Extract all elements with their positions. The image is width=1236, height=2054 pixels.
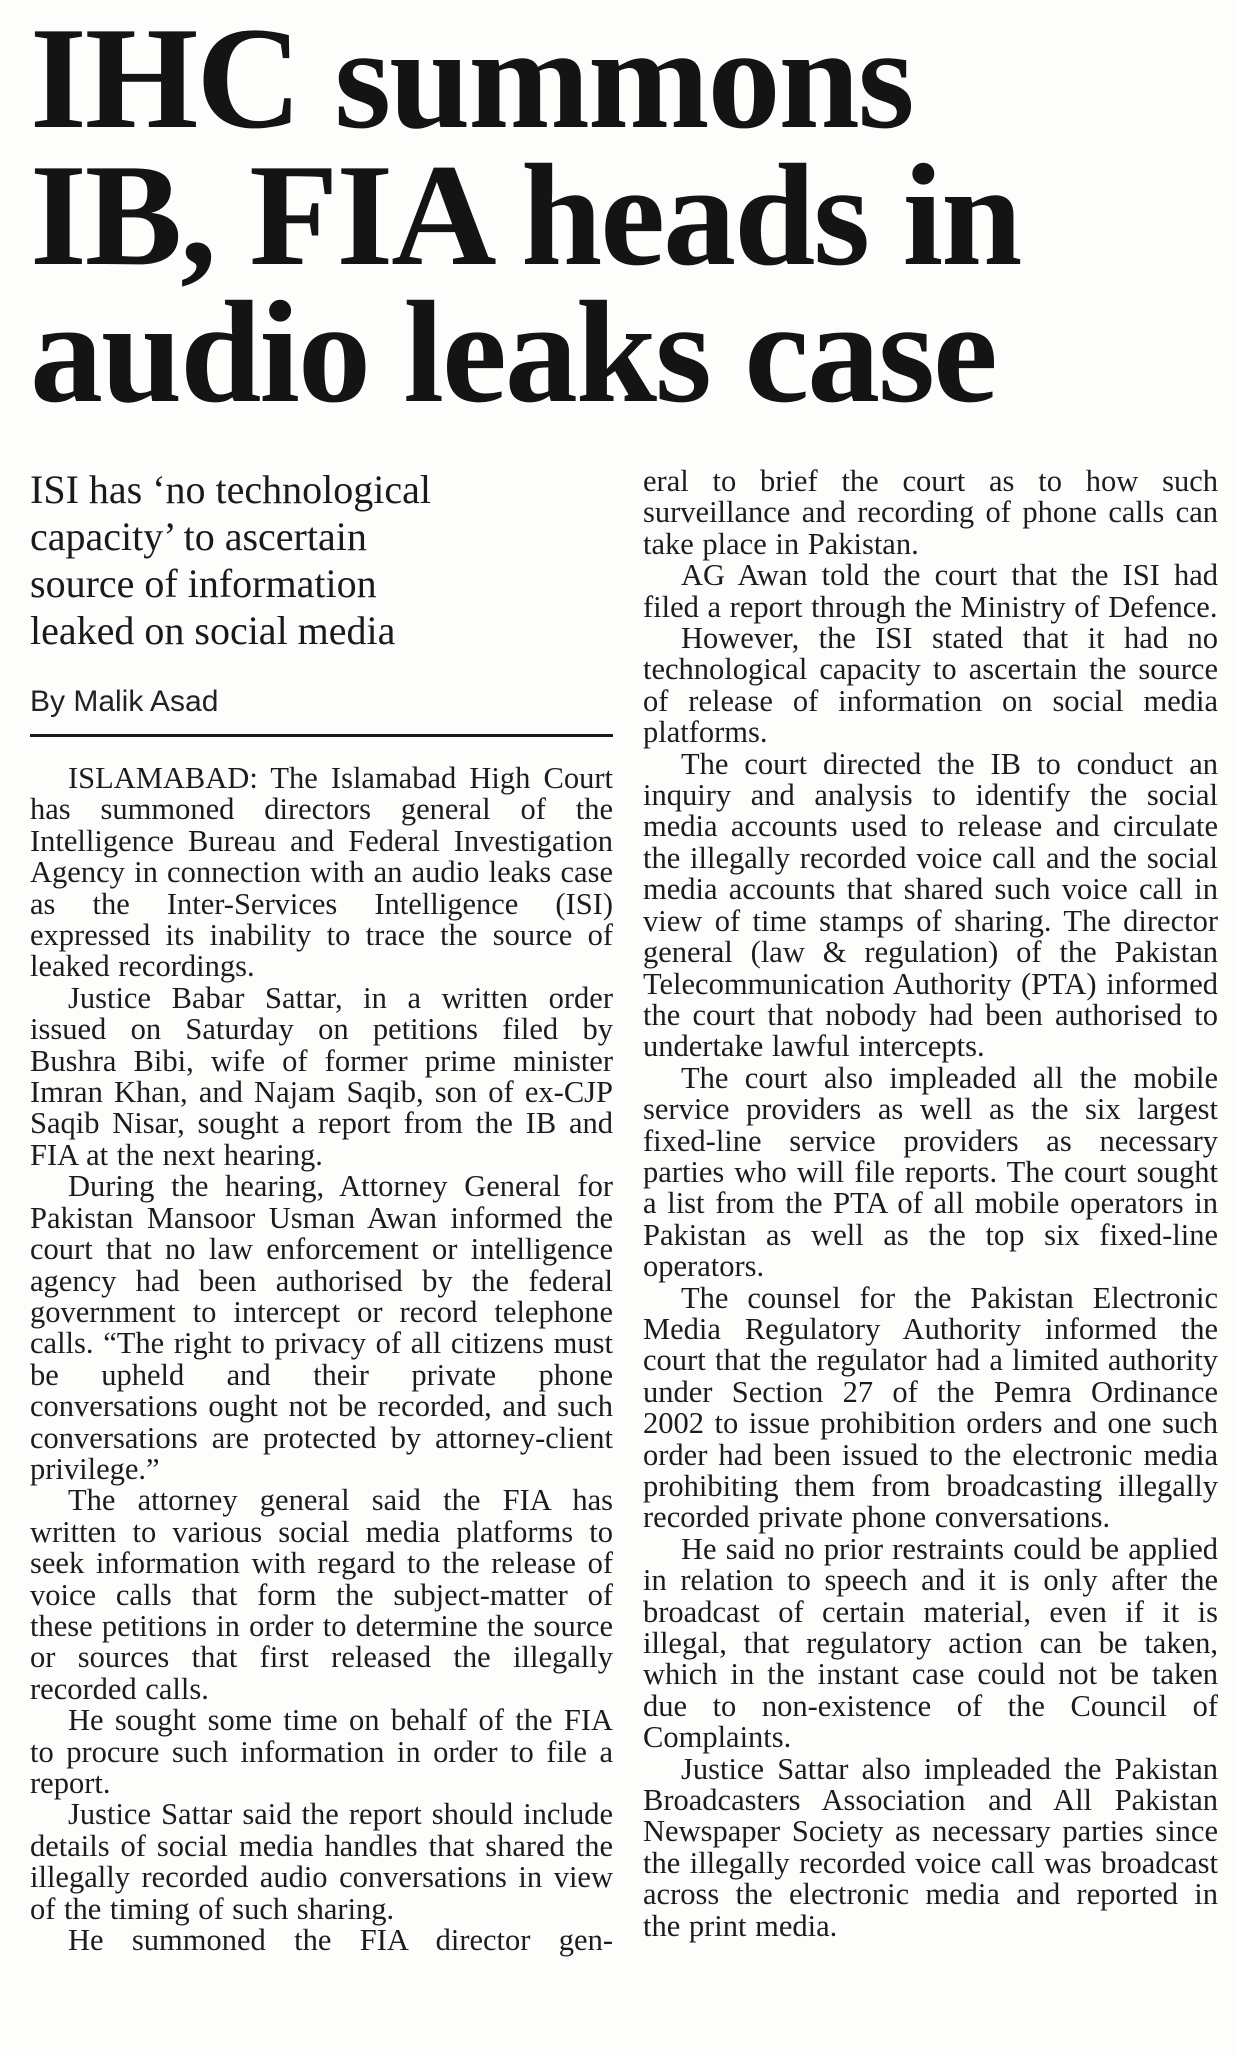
article-body-right [643,466,1218,1942]
headline-line-2: IB, FIA heads in [30,134,1021,296]
paragraph: The counsel for the Pakistan Electronic Media Regulatory Authority informed the court that the regulator had a limited authority under Section 27 of the Pemra Ordinance 2002 to issue prohibition orders and one such order had been issued to the electronic media prohibiting them from broadcasting illegally recorded private phone conversations. [643,1280,1218,1535]
headline-line-1: IHC summons [30,0,913,159]
byline: By Malik Asad [30,685,219,718]
subheadline-line-1: ISI has ‘no technological [30,467,431,512]
headline-line-3: audio leaks case [30,271,996,433]
paragraph-lead: ISLAMABAD: The Islamabad High Court has summoned directors general of the Intelligence Bureau and Federal Investigation Agency in connection with an audio leaks case as the Inter-Services Intelligence (ISI) expressed its inability to trace the source of leaked recordings. [30,761,613,984]
left-column [30,466,613,1956]
paragraph: Justice Sattar also impleaded the Pakistan Broadcasters Association and All Pakistan Newspaper Society as necessary parties since the illegally recorded voice call was broadcast across the electronic media and reported in the print media. [643,1751,1218,1943]
byline-divider [30,734,613,737]
paragraph: AG Awan told the court that the ISI had filed a report through the Ministry of Defence. [643,558,1218,624]
paragraph: Justice Sattar said the report should include details of social media handles that shared the illegally recorded audio conversations in view of the timing of such sharing. [30,1797,613,1926]
article-body-left [30,763,613,1956]
paragraph: During the hearing, Attorney General for Pakistan Mansoor Usman Awan informed the court that no law enforcement or intelligence agency had been authorised by the federal government to intercept or record telephone calls. “The right to privacy of all citizens must be upheld and their private phone conversations ought not be recorded, and such conversations are protected by attorney-client privilege.” [30,1169,613,1486]
subheadline-line-4: leaked on social media [30,608,396,653]
paragraph: Justice Babar Sattar, in a written order issued on Saturday on petitions filed by Bushra Bibi, wife of former prime minister Imran Khan, and Najam Saqib, son of ex-CJP Saqib Nisar, sought a report from the IB and FIA at the next hearing. [30,980,613,1172]
article-subheadline [30,466,613,654]
subheadline-line-2: capacity’ to ascertain [30,514,367,559]
paragraph: The court directed the IB to conduct an inquiry and analysis to identify the social media accounts used to release and circulate the illegally recorded voice call and the social media accounts that shared such voice call in view of time stamps of sharing. The director general (law & regulation) of the Pakistan Telecommunication Authority (PTA) informed the court that nobody had been authorised to undertake lawful intercepts. [643,746,1218,1064]
article-headline [30,0,1218,433]
right-column [643,466,1218,1956]
paragraph-continuation: eral to brief the court as to how such surveillance and recording of phone calls can take place in Pakistan. [643,464,1218,561]
paragraph: The attorney general said the FIA has written to various social media platforms to seek information with regard to the release of voice calls that form the subject-matter of these petitions in order to determine the source or sources that first released the illegally recorded calls. [30,1483,613,1706]
paragraph: He sought some time on behalf of the FIA to procure such information in order to file a report. [30,1703,613,1800]
paragraph: He said no prior restraints could be applied in relation to speech and it is only after the broadcast of certain material, even if it is illegal, that regulatory action can be taken, which in the instant case could not be taken due to non-existence of the Council of Complaints. [643,1531,1218,1755]
paragraph: The court also impleaded all the mobile service providers as well as the six largest fixed-line service providers as necessary parties who will file reports. The court sought a list from the PTA of all mobile operators in Pakistan as well as the top six fixed-line operators. [643,1060,1218,1284]
subheadline-line-3: source of information [30,561,377,606]
paragraph: However, the ISI stated that it had no technological capacity to ascertain the source of release of information on social media platforms. [643,621,1218,750]
article-columns [30,466,1218,1956]
paragraph-continued-to-next-column: He summoned the FIA director gen- [68,1923,613,1958]
